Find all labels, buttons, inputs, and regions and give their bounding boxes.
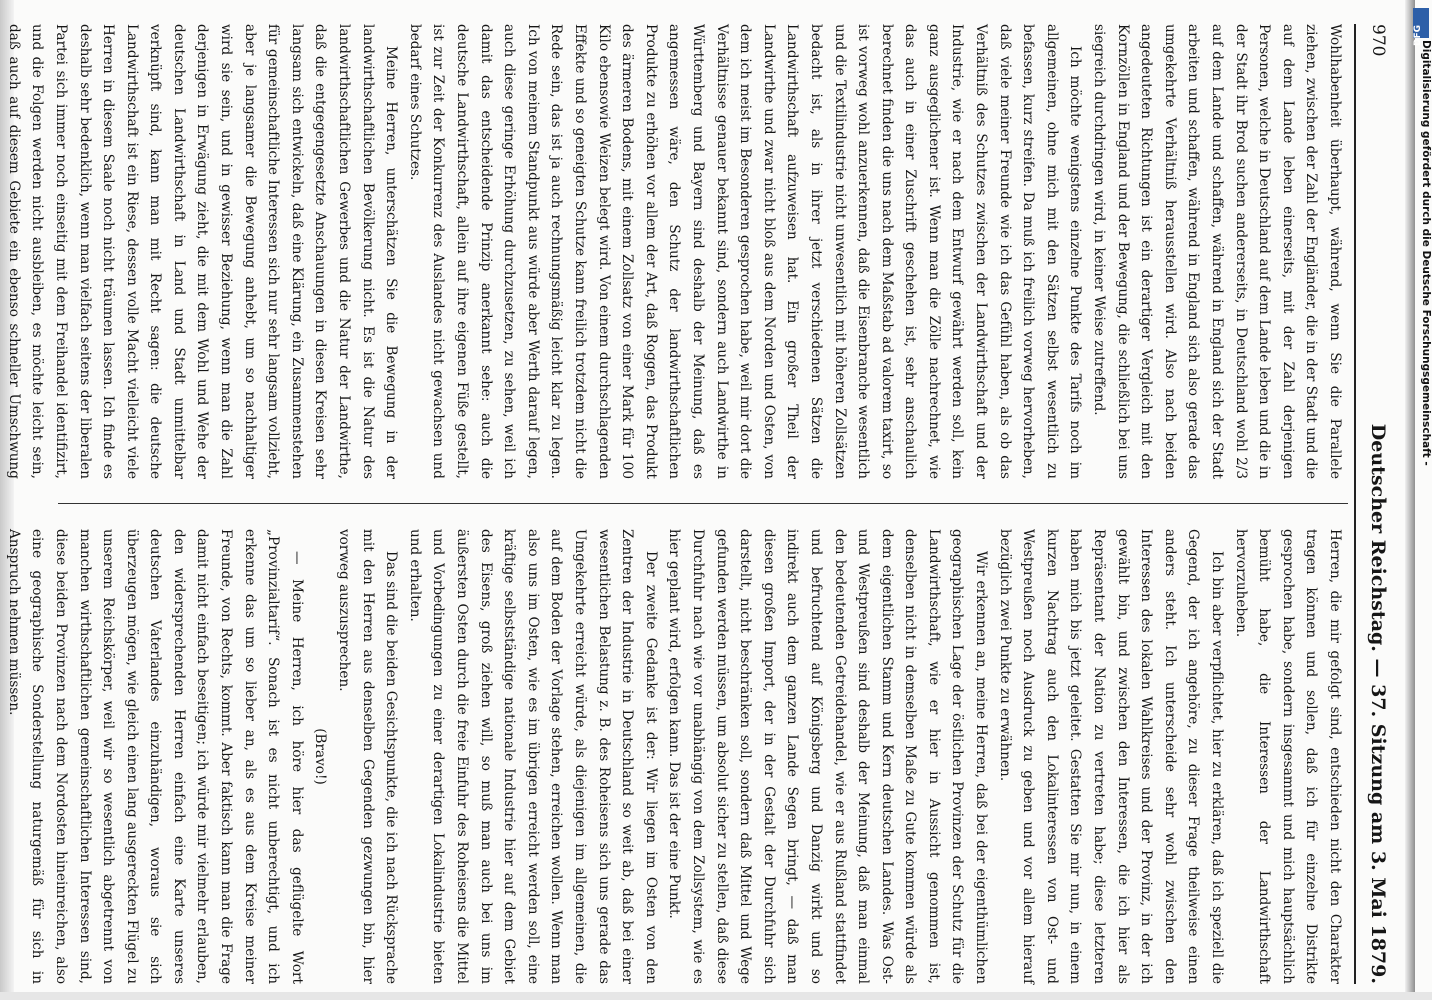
page-title: Deutscher Reichstag. — 37. Sitzung am 3. Mai 1879.: [1367, 423, 1389, 984]
page-header: [1360, 24, 1396, 984]
right-paragraph-6: (Bravo!): [312, 728, 329, 785]
right-paragraph-2: Ich bin aber verpflichtet, hier zu erklären, daß ich speziell die Gegend, der ich angehöre, zu dieser Frage theilweise einen anders steht. Ich unterscheide sehr wohl zwischen den Interessen des lokalen Wahlkreises und der Provinz, in der ich gewählt bin, und zwischen den Interessen, die ich hier als Repräsentant der Nation zu vertreten habe; diese letzteren haben mich bis jetzt geleitet. Gestatten Sie mir nun, in einem kurzen Nachtrag auch den Lokalinteressen von Ost- und Westpreußen noch Ausdruck zu geben und vor allem hierauf bezüglich zwei Punkte zu erwähnen.: [996, 529, 1226, 984]
left-paragraph-3: Meine Herren, unterschätzen Sie die Bewegung in der landwirthschaftlichen Bevölkerung nicht. Es ist die Natur des landwirthschaftlichen Gewerbes und die Natur der Landwirthe, daß die entgegengesetzte Anschauungen in diesen Kreisen sehr langsam sich entwickeln, daß eine Klärung, ein Zusammenstehen für gemeinschaftliche Interessen sich nur sehr langsam vollzieht, aber je langsamer die Bewegung anhebt, um so nachhaltiger wird sie sein, und in gewisser Beziehung, wenn man die Zahl derjenigen in Erwägung zieht, die mit dem Wohl und Wehe der deutschen Landwirthschaft in Land und Stadt unmittelbar verknüpft sind, kann man mit Recht sagen: die deutsche Landwirthschaft ist ein Riese, dessen volle Macht vielleicht viele Herren in diesem Saale noch nicht träumen lassen. Ich finde es deshalb sehr bedenklich, wenn man vielfach seitens der liberalen Partei sich immer noch einseitig mit dem Freihandel identifizirt, und die Folgen werden nicht ausbleiben, es möchte leicht sein, daß auch auf diesem Gebiete ein ebenso schneller Umschwung: [5, 24, 400, 479]
dfg-logo: [1413, 8, 1429, 46]
scan-edge-right: [1405, 0, 1415, 1000]
right-paragraph-7: — Meine Herren, ich höre hier das geflügelte Wort „Provinzialtarif“. Sonach ist es nicht unberechtigt, und ich erkenne das um so lieber an, als es aus dem Kreise meiner Freunde, von Rechts, kommt. Aber faktisch kann man die Frage damit nicht einfach beseitigen; ich würde mir vielmehr erlauben, den widersprechenden Herren einfach eine Karte unseres deutschen Vaterlandes einzuhändigen, woraus sie sich überzeugen mögen, wie gleich einen lang ausgereckten Flügel zu unserem Reichskörper, weil wir so wesentlich abgetrennt von manchen wirthschaftlichen gemeinschaftlichen Interessen sind, diese beiden Provinzen nach dem Nordosten hineinreichen, also eine geographische Sonderstellung naturgemäß für sich in Anspruch nehmen müssen.: [5, 529, 305, 984]
header-rule: [1354, 24, 1356, 984]
scan-edge-bottom: [0, 992, 1432, 1000]
dfg-logo-text: DFG: [1413, 24, 1423, 46]
right-paragraph-8: [0, 529, 1, 984]
left-paragraph-2: Ich möchte wenigstens einzelne Punkte des Tarifs noch im allgemeinen, ohne mich mit den Sätzen selbst wesentlich zu befassen, kurz streifen. Da muß ich freilich vorweg hervorheben, daß viele meiner Freunde wie ich das Gefühl haben, als ob das Verhältniß des Schutzes zwischen der Landwirthschaft und der Industrie, wie er nach dem Entwurf gewährt werden soll, kein ganz ausgeglichener ist. Wenn man die Zölle nachrechnet, wie das auch in einer Zuschrift geschehen ist, sehr anschaulich berechnet finden die uns nach dem Maßstab ad valorem taxirt, so ist vorweg wohl anzuerkennen, daß die Eisenbranche wesentlich und die Textilindustrie nicht unwesentlich mit höheren Zollsätzen bedacht ist, als in ihrer jetzt verschiedenen Sätzen die Landwirthschaft aufzuweisen hat. Ein großer Theil der Landwirthe und zwar nicht bloß aus dem Norden und Osten, von dem ich meist im Besonderen gesprochen habe, weil mir dort die Verhältnisse genauer bekannt sind, sondern auch Landwirthe in Württemberg und Bayern sind deshalb der Meinung, daß es angemessen wäre, den Schutz der landwirthschaftlichen Produkte zu erhöhen vor allem der Art, daß Roggen, das Produkt des ärmeren Bodens, mit einem Zollsatz von einer Mark für 100 Kilo ebensowie Weizen belegt wird. Von einem durchschlagenden Effekte und so geneigten Schutze kann freilich trotzdem nicht die Rede sein, das ist ja auch rechnungsmäßig leicht klar zu legen. Ich von meinem Standpunkt aus würde aber Werth darauf legen, auch diese geringe Erhöhung durchzusetzen, zu sehen, weil ich damit das entscheidende Prinzip anerkannt sehe: auch die deutsche Landwirthschaft, allein auf ihre eigenen Füße gestellt, ist zur Zeit der Konkurrenz des Auslandes nicht gewachsen und bedarf eines Schutzes.: [406, 24, 1084, 479]
digitization-credit: Digitalisierung gefördert durch die Deutsche Forschungsgemeinschaft -: [1420, 40, 1432, 466]
right-paragraph-1: Herren, die mir gefolgt sind, entschieden nicht den Charakter tragen können und sollen, daß ich für einzelne Distrikte gesprochen habe, sondern insgesammt und mich hauptsächlich bemüht habe, die Interessen der Landwirthschaft hervorzuheben.: [1232, 529, 1343, 984]
right-column: [5, 529, 1346, 984]
column-rule: [58, 503, 1348, 504]
page-number: 970: [1368, 24, 1388, 57]
left-paragraph-1: Wohlhabenheit überhaupt, während, wenn Sie die Parallele ziehen, zwischen der Zahl der Engländer, die in der Stadt und die auf dem Lande leben einerseits, mit der Zahl derjenigen Personen, welche in Deutschland auf dem Lande leben und die in der Stadt ihr Brod suchen andererseits, in Deutschland wohl 2/3 auf dem Lande und schaffen, während in England sich der Stadt arbeiten und schaffen, während in England sich also gerade das umgekehrte Verhältniß herausstellen wird. Also nach beiden angedeuteten Richtungen ist ein derartiger Vergleich mit den Kornzöllen in England und der Bewegung, die schließlich bei uns siegreich durchdringen wird, in keiner Weise zutreffend.: [1091, 24, 1343, 479]
right-paragraph-3: Wir erkennen an, meine Herren, daß bei der eigenthümlichen geographischen Lage der östlichen Provinzen der Schutz für die Landwirthschaft, wie er hier in Aussicht genommen ist, denselben nicht in demselben Maße zu Gute kommen würde als dem eigentlichen Stamm und Kern deutschen Landes. Was Ost- und Westpreußen sind deshalb der Meinung, daß man einmal den bedeutenden Getreidehandel, wie er aus Rußland stattfindet und befruchtend auf Königsberg und Danzig wirkt und so indirekt auch dem ganzen Lande Segen bringt, — daß man diesen großen Import, der in der Gestalt der Durchfuhr sich darstellt, nicht beschränken soll, sondern daß Mittel und Wege gefunden werden müssen, um absolut sicher zu stellen, daß diese Durchfuhr nach wie vor unabhängig von dem Zollsystem, wie es hier geplant wird, erfolgen kann. Das ist der eine Punkt.: [666, 529, 990, 984]
printed-page: [5, 24, 1396, 984]
right-paragraph-4: Der zweite Gedanke ist der: Wir liegen im Osten von den Zentren der Industrie in Deutschland so weit ab, daß bei einer wesentlichen Belastung z. B. des Roheisens sich uns gerade das Umgekehrte erreicht würde, als diejenigen im allgemeinen, die auf dem Boden der Vorlage stehen, erreichen wollen. Wenn man also uns im Osten, wie es im übrigen erreicht werden soll, eine kräftige selbstständige nationale Industrie hier auf dem Gebiet des Eisens, groß ziehen will, so muß man auch bei uns im äußersten Osten durch die freie Einfuhr des Roheisens die Mittel und Vorbedingungen zu einer derartigen Lokalindustrie bieten und erhalten.: [406, 529, 659, 984]
left-column: [5, 24, 1346, 479]
right-paragraph-5: Das sind die beiden Gesichtspunkte, die ich nach Rücksprache mit den Herren aus denselben Gegenden gezwungen bin, hier vorweg auszusprechen.: [336, 529, 400, 984]
